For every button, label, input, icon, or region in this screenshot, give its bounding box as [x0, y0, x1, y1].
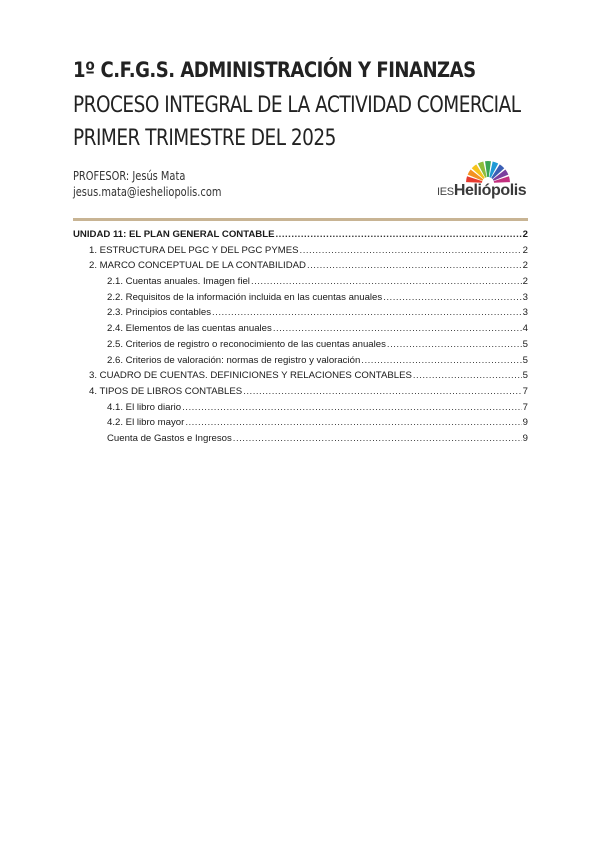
table-of-contents	[73, 229, 528, 449]
toc-entry-title: 2.4. Elementos de las cuentas anuales	[107, 323, 272, 335]
toc-entry-page: 5	[522, 370, 528, 382]
toc-entry[interactable]	[73, 276, 528, 292]
toc-entry-title: 2. MARCO CONCEPTUAL DE LA CONTABILIDAD	[89, 260, 306, 272]
toc-entry[interactable]	[73, 402, 528, 418]
school-logo	[437, 160, 527, 200]
toc-leader-dots	[273, 323, 522, 334]
toc-entry-title: 4. TIPOS DE LIBROS CONTABLES	[89, 385, 243, 397]
toc-entry-title: Cuenta de Gastos e Ingresos	[107, 432, 232, 444]
toc-leader-dots	[387, 339, 522, 350]
toc-entry[interactable]	[73, 245, 528, 261]
toc-entry[interactable]	[73, 260, 528, 276]
toc-entry-page: 2	[522, 260, 528, 272]
header-divider	[73, 218, 528, 221]
toc-entry-page: 3	[522, 307, 528, 319]
toc-entry-title: 4.2. El libro mayor	[107, 417, 185, 429]
toc-entry-title: 2.6. Criterios de valoración: normas de registro y valoración	[107, 354, 361, 366]
toc-leader-dots	[276, 229, 522, 240]
toc-entry-page: 7	[522, 401, 528, 413]
toc-entry-page: 7	[522, 385, 528, 397]
professor-email[interactable]: jesus.mata@iesheliopolis.com	[73, 185, 222, 199]
toc-entry-title: 2.2. Requisitos de la información incluida en las cuentas anuales	[107, 291, 383, 303]
toc-entry-page: 4	[522, 323, 528, 335]
toc-entry-title: 2.3. Principios contables	[107, 307, 211, 319]
toc-leader-dots	[212, 307, 522, 318]
professor-name: PROFESOR: Jesús Mata	[73, 169, 186, 183]
toc-leader-dots	[185, 417, 521, 428]
logo-name: Heliópolis	[453, 182, 527, 199]
toc-leader-dots	[413, 370, 522, 381]
toc-entry-page: 9	[522, 417, 528, 429]
toc-leader-dots	[383, 292, 521, 303]
toc-leader-dots	[233, 433, 522, 444]
toc-entry[interactable]	[73, 292, 528, 308]
sun-rays-icon	[465, 160, 511, 184]
toc-entry[interactable]	[73, 355, 528, 371]
toc-leader-dots	[243, 386, 521, 397]
toc-entry[interactable]	[73, 417, 528, 433]
toc-entry-title: 3. CUADRO DE CUENTAS. DEFINICIONES Y RELACIONES CONTABLES	[89, 370, 412, 382]
toc-entry-page: 2	[522, 276, 528, 288]
toc-entry-title: 2.5. Criterios de registro o reconocimiento de las cuentas anuales	[107, 338, 386, 350]
toc-entry-title: 2.1. Cuentas anuales. Imagen fiel	[107, 276, 250, 288]
toc-entry-title: UNIDAD 11: EL PLAN GENERAL CONTABLE	[73, 229, 275, 240]
toc-entry[interactable]	[73, 307, 528, 323]
toc-entry-page: 2	[522, 244, 528, 256]
toc-leader-dots	[307, 260, 522, 271]
toc-leader-dots	[182, 402, 522, 413]
toc-entry[interactable]	[73, 229, 528, 245]
toc-entry[interactable]	[73, 370, 528, 386]
toc-entry-page: 9	[522, 432, 528, 444]
toc-entry-page: 5	[522, 354, 528, 366]
course-title: 1º C.F.G.S. ADMINISTRACIÓN Y FINANZAS	[73, 58, 476, 82]
toc-leader-dots	[251, 276, 522, 287]
toc-leader-dots	[361, 355, 521, 366]
toc-entry-page: 2	[522, 229, 528, 240]
toc-entry-title: 1. ESTRUCTURA DEL PGC Y DEL PGC PYMES	[89, 244, 299, 256]
toc-entry[interactable]	[73, 339, 528, 355]
toc-entry[interactable]	[73, 323, 528, 339]
term-title: PRIMER TRIMESTRE DEL 2025	[73, 126, 336, 151]
toc-leader-dots	[300, 245, 522, 256]
logo-prefix: IES	[437, 186, 454, 198]
toc-entry[interactable]	[73, 386, 528, 402]
module-title: PROCESO INTEGRAL DE LA ACTIVIDAD COMERCIAL	[73, 93, 521, 118]
toc-entry-page: 5	[522, 338, 528, 350]
toc-entry-title: 4.1. El libro diario	[107, 401, 182, 413]
toc-entry-page: 3	[522, 291, 528, 303]
toc-entry[interactable]	[73, 433, 528, 449]
